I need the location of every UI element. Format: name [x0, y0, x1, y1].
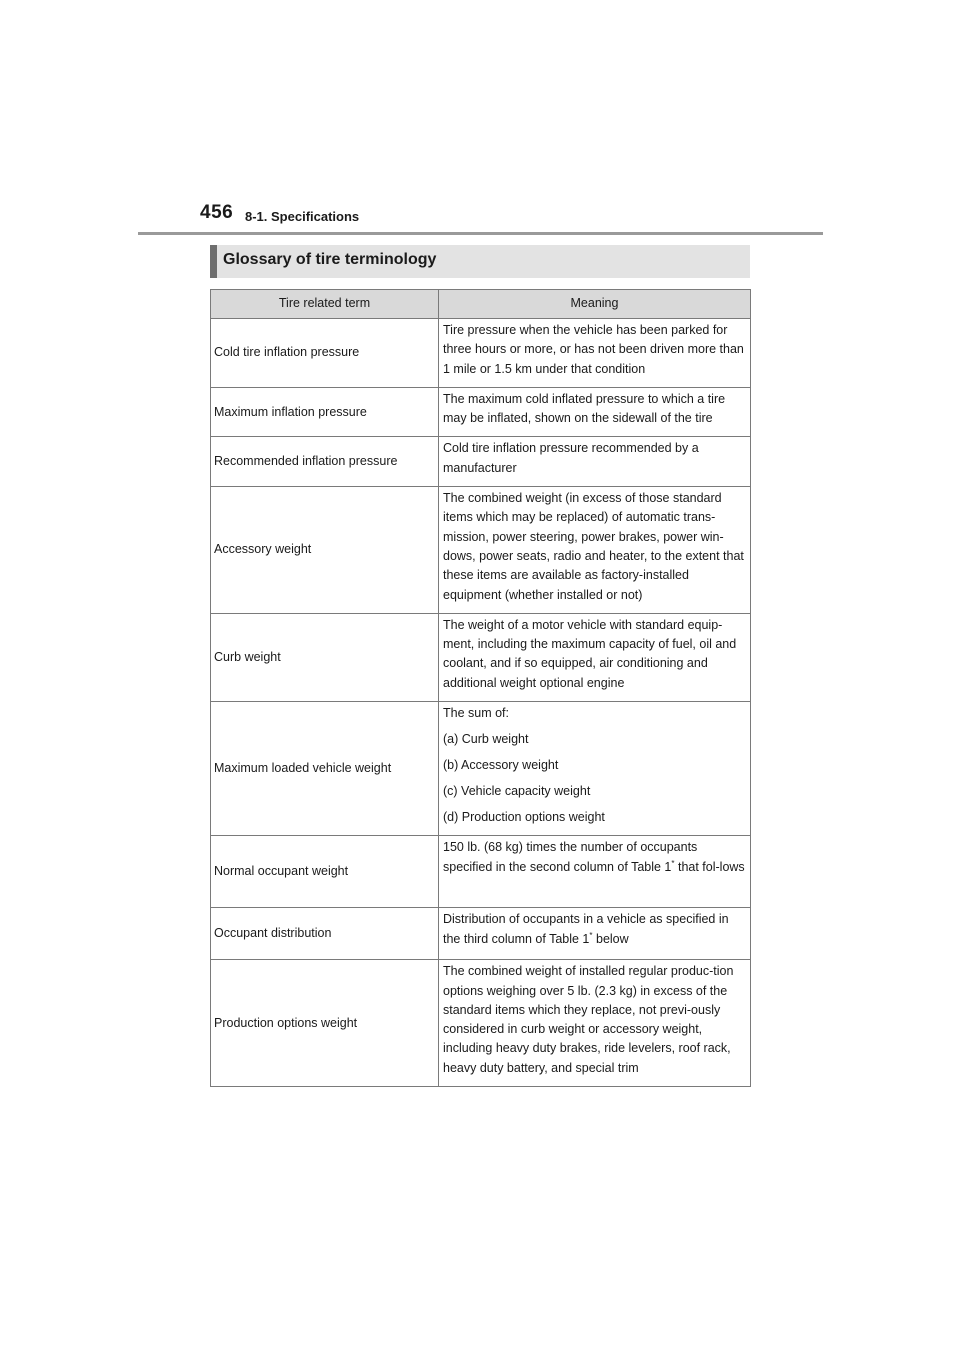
- sum-line: (b) Accessory weight: [443, 758, 559, 773]
- meaning-cell: Cold tire inflation pressure recommended by a manufacturer: [439, 437, 751, 487]
- table-row: [211, 702, 751, 836]
- term-cell: Maximum inflation pressure: [211, 387, 439, 437]
- footnote-marker: *: [671, 858, 675, 868]
- header-divider: [138, 232, 823, 235]
- table-row: [211, 908, 751, 960]
- meaning-cell: [439, 836, 751, 908]
- table-row: [211, 437, 751, 487]
- section-heading: Glossary of tire terminology: [223, 251, 437, 268]
- meaning-cell: The combined weight (in excess of those standard items which may be replaced) of automatic trans-mission, power steering, power brakes, power win-dows, power seats, radio and heater, to the extent that these items are available as factory-installed equipment (whether installed or not): [439, 487, 751, 614]
- footnote-marker: *: [589, 930, 593, 940]
- meaning-cell: The weight of a motor vehicle with standard equip-ment, including the maximum capacity of fuel, oil and coolant, and if so equipped, air conditioning and additional weight optional engine: [439, 613, 751, 701]
- sum-line: (d) Production options weight: [443, 809, 605, 824]
- term-cell: Curb weight: [211, 613, 439, 701]
- column-header-term: Tire related term: [211, 290, 439, 319]
- meaning-text: 150 lb. (68 kg) times the number of occupants specified in the second column of Table 1: [443, 840, 698, 874]
- section-reference: 8-1. Specifications: [245, 209, 360, 224]
- meaning-cell: The maximum cold inflated pressure to which a tire may be inflated, shown on the sidewall of the tire: [439, 387, 751, 437]
- term-cell: Occupant distribution: [211, 908, 439, 960]
- term-cell: Cold tire inflation pressure: [211, 319, 439, 388]
- page-number: 456: [200, 202, 234, 223]
- term-cell: Normal occupant weight: [211, 836, 439, 908]
- meaning-text: below: [592, 931, 629, 946]
- meaning-text: that fol-lows: [674, 859, 745, 874]
- meaning-cell: [439, 908, 751, 960]
- section-heading-bar: [210, 245, 750, 278]
- sum-line: (c) Vehicle capacity weight: [443, 784, 591, 798]
- meaning-text: Distribution of occupants in a vehicle as specified in the third column of Table 1: [443, 912, 729, 946]
- table-row: [211, 387, 751, 437]
- term-cell: Accessory weight: [211, 487, 439, 614]
- meaning-cell: [439, 702, 751, 836]
- column-header-meaning: Meaning: [439, 290, 751, 319]
- term-cell: Recommended inflation pressure: [211, 437, 439, 487]
- table-row: [211, 487, 751, 614]
- term-cell: Maximum loaded vehicle weight: [211, 702, 439, 836]
- table-row: [211, 960, 751, 1087]
- term-cell: Production options weight: [211, 960, 439, 1087]
- tire-terminology-table: [210, 289, 751, 1087]
- meaning-cell: The combined weight of installed regular produc-tion options weighing over 5 lb. (2.3 kg) in excess of the standard items which they replace, not previ-ously considered in curb weight or accessory weight, including heavy duty brakes, ride levelers, roof rack, heavy duty battery, and special trim: [439, 960, 751, 1087]
- meaning-cell: Tire pressure when the vehicle has been parked for three hours or more, or has not been driven more than 1 mile or 1.5 km under that condition: [439, 319, 751, 388]
- table-header-row: [211, 290, 751, 319]
- table-row: [211, 836, 751, 908]
- sum-line: The sum of:: [443, 706, 509, 721]
- sum-line: (a) Curb weight: [443, 732, 529, 747]
- table-row: [211, 613, 751, 701]
- table-row: [211, 319, 751, 388]
